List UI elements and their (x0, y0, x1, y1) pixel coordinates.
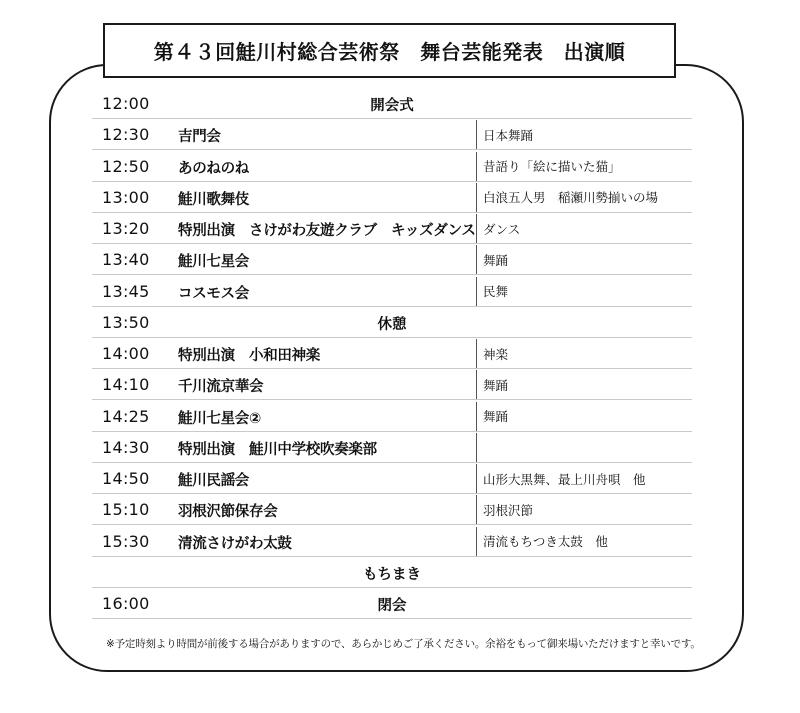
performer-name: 鮭川民謡会 (178, 473, 249, 489)
performer-name: 鮭川七星会 (178, 254, 249, 271)
footnote: ※予定時刻より時間が前後する場合がありますので、あらかじめご了承ください。余裕をもって御来場いただけますと幸いです。 (106, 638, 701, 650)
performer-name: コスモス会 (178, 285, 249, 302)
performer-name: あのねのね (178, 160, 249, 177)
time-cell: 13:50 (102, 312, 150, 332)
event-label: 休憩 (377, 316, 407, 333)
time-cell: 15:10 (102, 500, 150, 520)
time-cell: 14:00 (102, 344, 150, 363)
time-cell: 14:25 (102, 406, 150, 426)
time-cell: 14:10 (102, 375, 150, 395)
event-label: 閉会 (377, 598, 407, 614)
performance-genre: 民舞 (476, 277, 508, 306)
performance-genre: 神楽 (476, 339, 508, 368)
performer-name: 特別出演 さけがわ友遊クラブ キッズダンス (178, 223, 476, 239)
time-cell: 16:00 (102, 594, 150, 613)
performer-name: 清流さけがわ太鼓 (178, 535, 292, 552)
performer-name: 千川流京華会 (178, 379, 264, 396)
time-cell: 12:00 (102, 94, 150, 113)
page-title: 第４３回鮭川村総合芸術祭 舞台芸能発表 出演順 (103, 23, 676, 78)
performer-name: 鮭川七星会② (178, 410, 261, 427)
schedule-row (92, 338, 692, 369)
performance-genre: 白浪五人男 稲瀬川勢揃いの場 (476, 183, 658, 212)
performance-genre: 昔語り「絵に描いた猫」 (476, 152, 621, 181)
schedule-row (92, 307, 692, 338)
performance-genre: 舞踊 (476, 370, 508, 399)
schedule-row (92, 494, 692, 525)
schedule-row (92, 401, 692, 432)
time-cell: 12:30 (102, 125, 150, 145)
schedule-row (92, 213, 692, 244)
performance-genre: 日本舞踊 (476, 120, 533, 149)
time-cell: 14:50 (102, 469, 150, 488)
performer-name: 羽根沢節保存会 (178, 504, 278, 521)
performer-name: 鮭川歌舞伎 (178, 191, 249, 208)
schedule-row (92, 244, 692, 275)
schedule-row (92, 463, 692, 494)
performer-name: 特別出演 鮭川中学校吹奏楽部 (178, 441, 377, 458)
schedule-row (92, 88, 692, 119)
performance-genre: 舞踊 (476, 402, 508, 431)
performance-genre: 羽根沢節 (476, 495, 533, 524)
schedule-row (92, 119, 692, 150)
time-cell: 14:30 (102, 437, 150, 457)
time-cell: 12:50 (102, 156, 150, 176)
schedule-row (92, 151, 692, 182)
event-label: もちまき (363, 566, 421, 583)
time-cell: 13:40 (102, 250, 150, 270)
event-label: 開会式 (370, 98, 414, 114)
schedule-row (92, 369, 692, 400)
performance-genre: 山形大黒舞、最上川舟唄 他 (476, 464, 646, 493)
schedule-row (92, 557, 692, 588)
schedule-row (92, 588, 692, 619)
performance-genre: ダンス (476, 214, 520, 243)
schedule-row (92, 526, 692, 557)
time-cell: 13:20 (102, 219, 150, 238)
time-cell: 15:30 (102, 531, 150, 551)
performer-name: 吉門会 (178, 129, 221, 146)
performer-name: 特別出演 小和田神楽 (178, 348, 320, 364)
time-cell: 13:00 (102, 187, 150, 207)
performance-genre (476, 433, 483, 462)
schedule-row (92, 432, 692, 463)
schedule-row (92, 182, 692, 213)
performance-genre: 清流もちつき太鼓 他 (476, 527, 608, 556)
time-cell: 13:45 (102, 281, 150, 301)
schedule-row (92, 276, 692, 307)
performance-genre: 舞踊 (476, 245, 508, 274)
